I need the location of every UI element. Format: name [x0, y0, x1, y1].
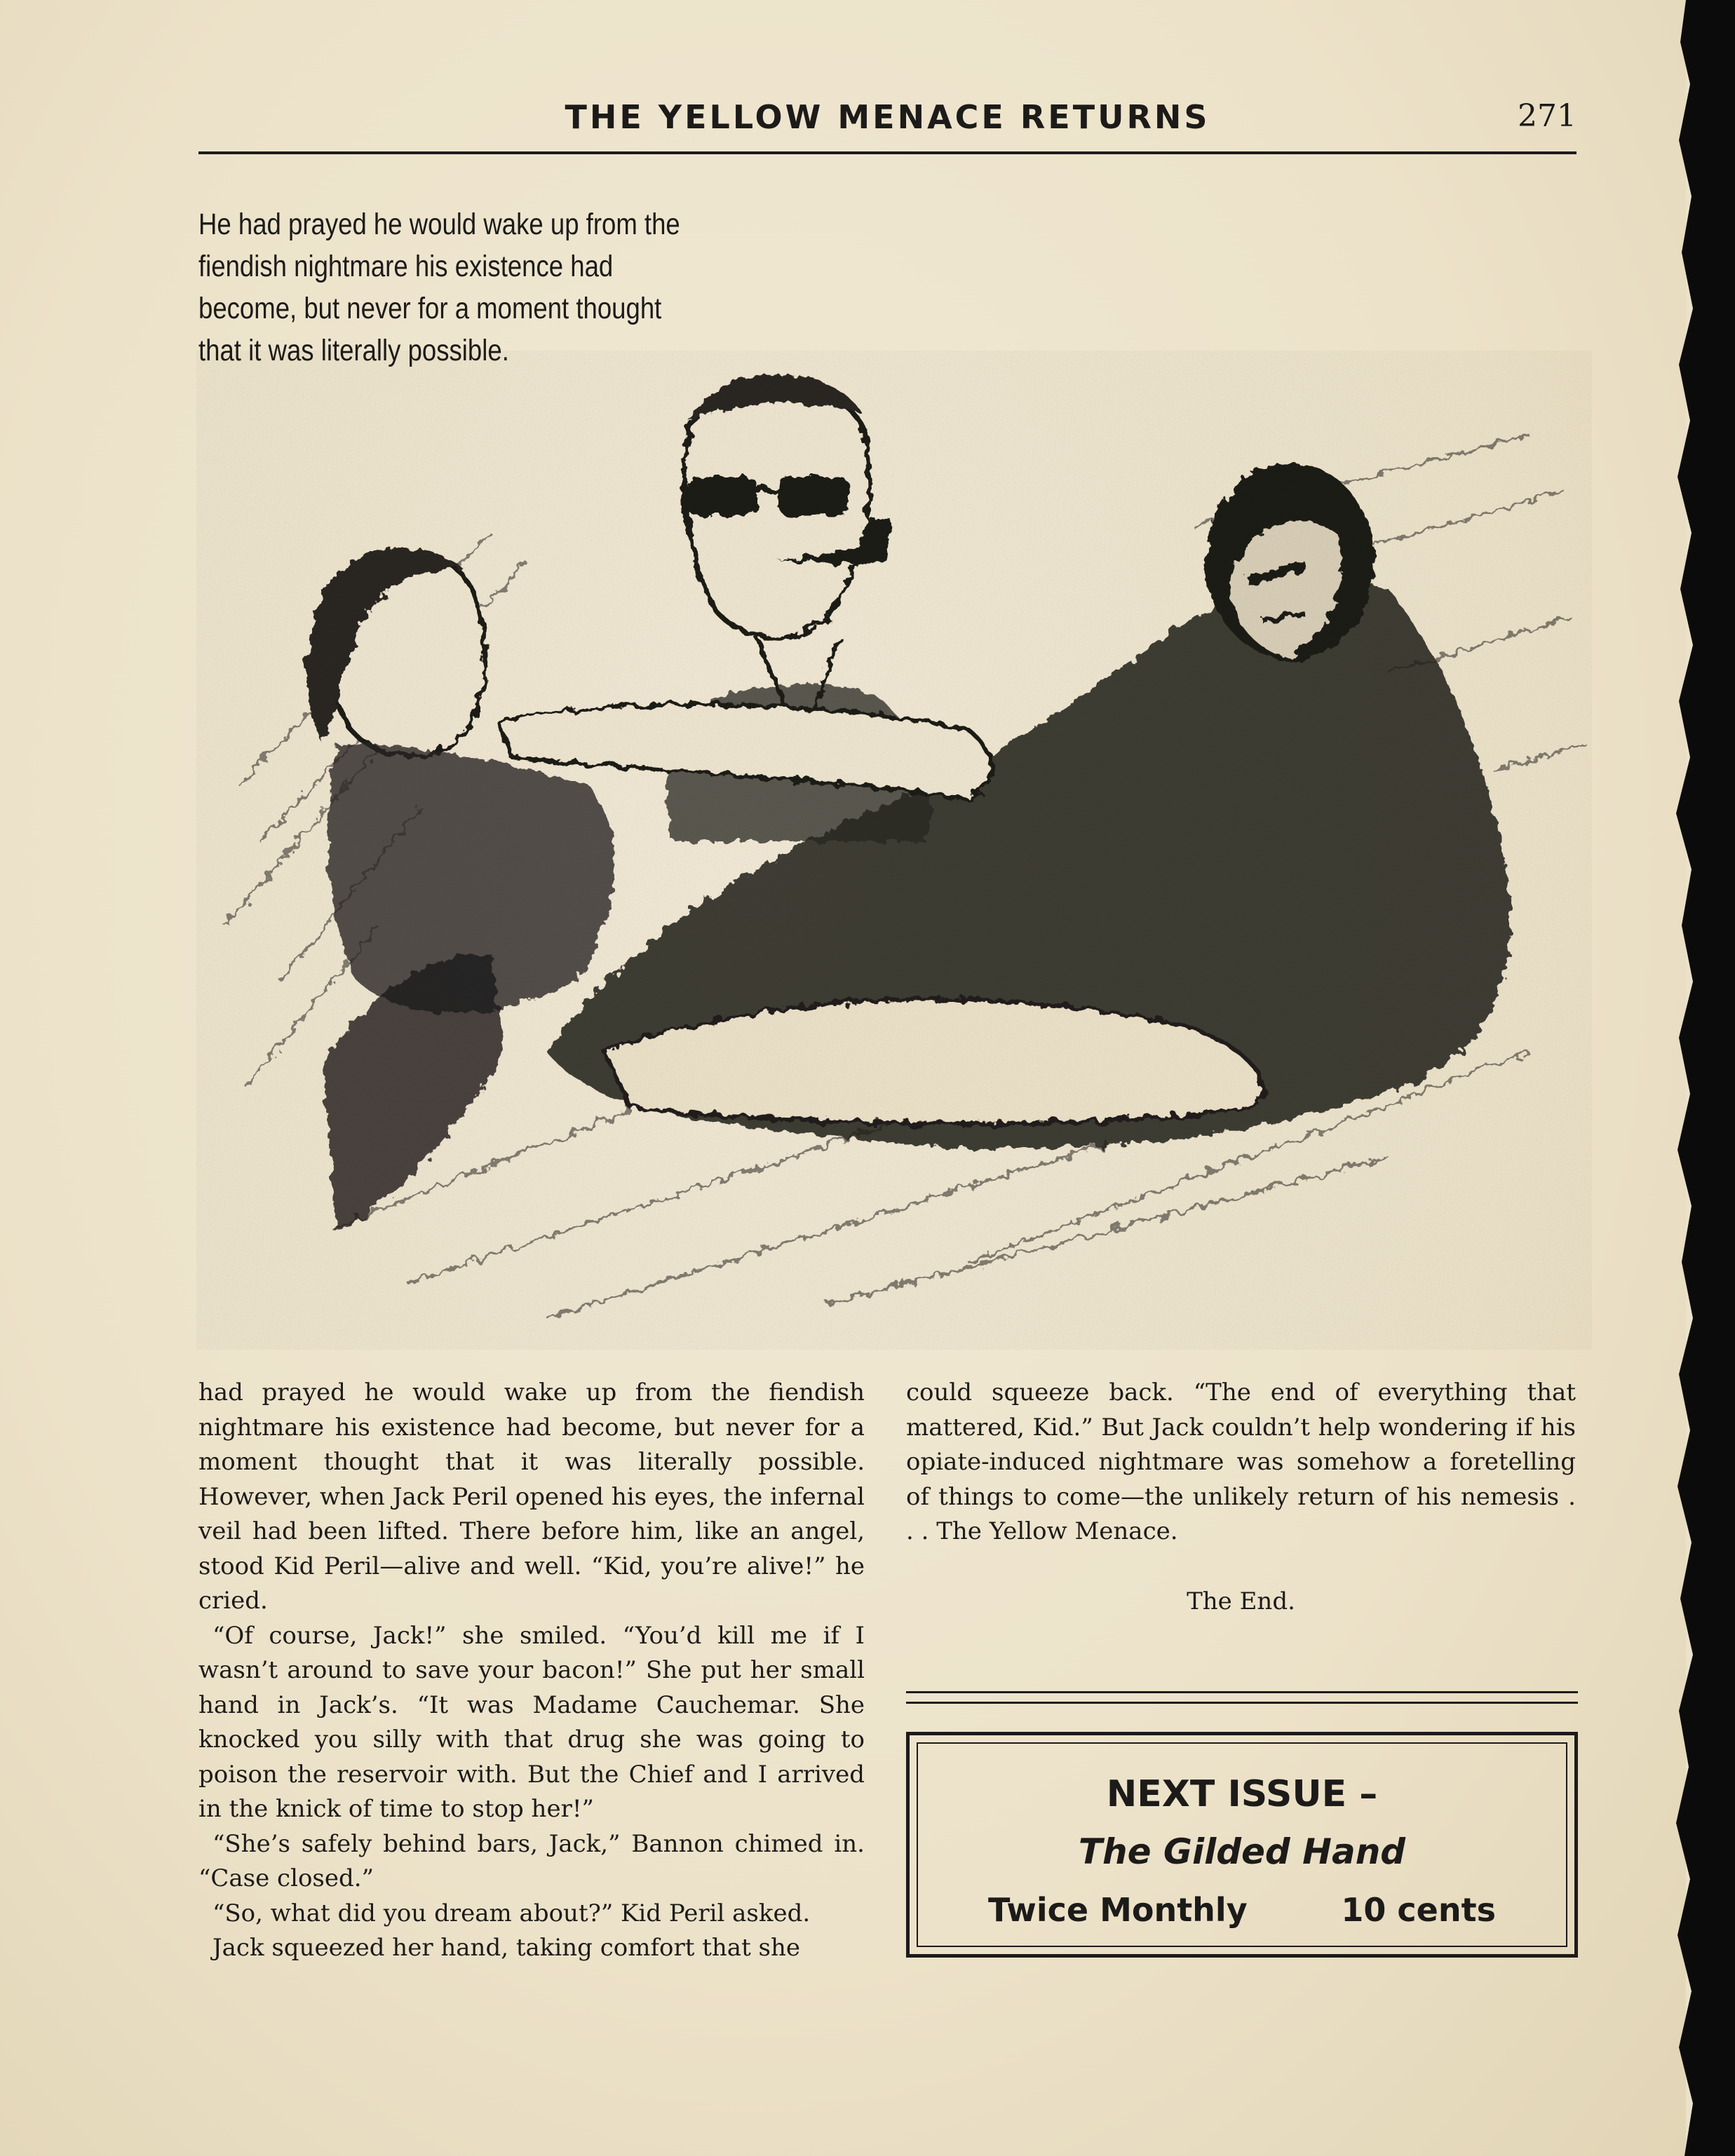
running-title: THE YELLOW MENACE RETURNS — [565, 98, 1210, 136]
paragraph: could squeeze back. “The end of everything that mattered, Kid.” But Jack couldn’t help wondering if his opiate-induced nightmare was somehow a foretelling of things to come—the unlikely return of his nemesis . . . The Yellow Menace. — [906, 1378, 1576, 1545]
page-number: 271 — [1518, 98, 1577, 134]
illustration-caption: He had prayed he would wake up from the fiendish nightmare his existence had become, but never for a moment thought that it was literally possible. — [198, 208, 680, 367]
issue-price: 10 cents — [1341, 1891, 1496, 1929]
next-issue-title: The Gilded Hand — [1078, 1831, 1406, 1872]
paragraph: “So, what did you dream about?” Kid Peril asked. — [212, 1899, 811, 1927]
paragraph: had prayed he would wake up from the fiendish nightmare his existence had become, but never for a moment thought that it was literally possible. However, when Jack Peril opened his eyes, the infernal veil had been lifted. There before him, like an angel, stood Kid Peril—alive and well. “Kid, you’re alive!” he cried. — [198, 1378, 865, 1615]
double-rule-divider — [906, 1691, 1578, 1704]
next-issue-box — [906, 1732, 1578, 1958]
story-column-right — [906, 1376, 1576, 1619]
torn-page-edge — [1658, 0, 1735, 2156]
paragraph: “She’s safely behind bars, Jack,” Bannon chimed in. “Case closed.” — [198, 1829, 865, 1892]
paragraph: Jack squeezed her hand, taking comfort that she — [212, 1934, 801, 1962]
publication-frequency: Twice Monthly — [988, 1891, 1248, 1929]
next-issue-inner-border — [917, 1742, 1567, 1947]
next-issue-heading: NEXT ISSUE – — [1106, 1773, 1378, 1815]
story-column-left — [198, 1376, 865, 1966]
charcoal-illustration — [196, 351, 1592, 1350]
the-end: The End. — [1187, 1587, 1295, 1615]
page-header — [198, 98, 1577, 154]
paragraph: “Of course, Jack!” she smiled. “You’d kill me if I wasn’t around to save your bacon!” She put her small hand in Jack’s. “It was Madame Cauchemar. She knocked you silly with that drug she was going to poison the reservoir with. But the Chief and I arrived in the knick of time to stop her!” — [198, 1621, 865, 1823]
